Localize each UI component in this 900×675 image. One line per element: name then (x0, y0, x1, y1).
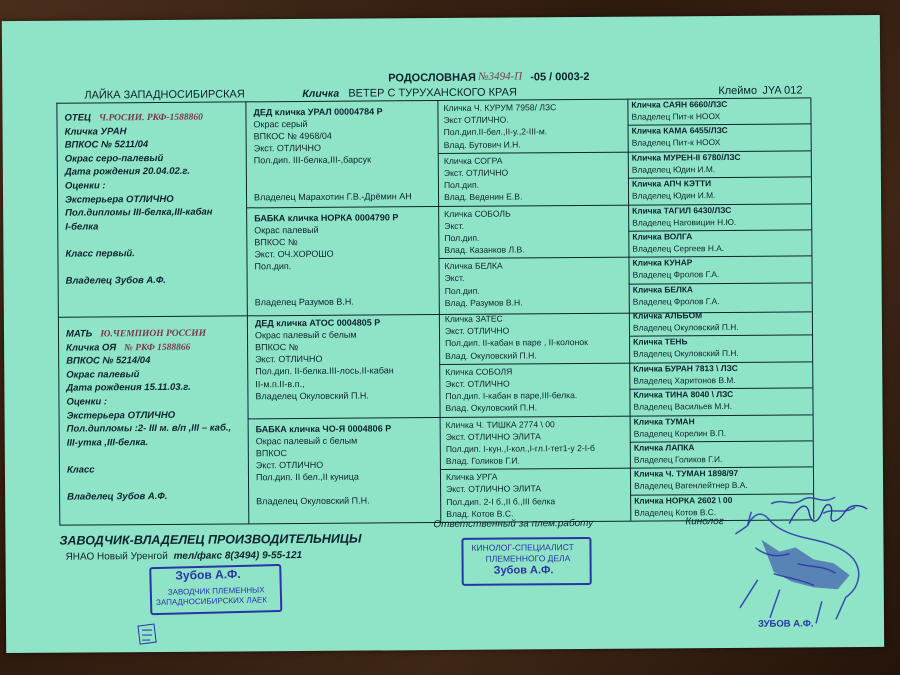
grandparent-line: ДЕД кличка АТОС 0004805 Р (254, 317, 381, 329)
great-great-grandparent-line: Кличка ТУМАН (633, 415, 695, 427)
great-great-grandparent-line: Кличка БЕЛКА (632, 283, 693, 295)
grandparent-line: II-м.п.II-в.п., (255, 378, 305, 389)
father-line: Дата рождения 20.04.02.г. (64, 166, 191, 179)
grandparent-line: Окрас серый (253, 119, 308, 130)
great-grandparent-line: Кличка БЕЛКА (444, 260, 503, 272)
kinolog-stamp-name: ЗУБОВ А.Ф. (757, 618, 814, 630)
great-grandparent-line: Кличка Ч. КУРУМ 7958/ ЛЗС (443, 102, 557, 113)
great-grandparent-line: Экст. ОТЛИЧНО (444, 325, 510, 337)
great-great-grandparent-line: Владелец Фролов Г.А. (632, 295, 720, 307)
grandparent-line: ДЕД кличка УРАЛ 00004784 Р (253, 106, 383, 118)
grandparent-line: ВПКОС № (254, 236, 298, 248)
responsible-label: Ответственный за плем.работу (433, 517, 594, 531)
grandparent-line: БАБКА кличка ЧО-Я 0004806 Р (255, 422, 392, 434)
grandparent-line: Пол.дип. III-белка,III-,барсук (253, 154, 372, 166)
mother-line: Окрас палевый (66, 368, 140, 381)
document-number: -05 / 0003-2 (530, 70, 590, 84)
great-great-grandparent-line: Кличка ТИНА 8040 \ ЛЗС (633, 389, 734, 400)
great-grandparent-line: Влад. Голиков Г.И. (445, 455, 520, 467)
grandparent-line: Экст. ОТЛИЧНО (253, 143, 322, 154)
great-great-grandparent-line: Владелец Корелин В.П. (633, 427, 727, 439)
great-great-grandparent-line: Кличка САЯН 6660/ЛЗС (631, 99, 728, 110)
father-line: Класс первый. (65, 248, 135, 260)
mother-line: Владелец Зубов А.Ф. (67, 491, 168, 503)
father-line: Кличка УРАН (64, 125, 127, 138)
great-great-grandparent-line: Владелец Пит-к НООХ (631, 137, 721, 149)
great-grandparent-line: Кличка СОБОЛЯ (445, 366, 513, 377)
father-line: Окрас серо-палевый (64, 152, 164, 165)
grandparent-line: Окрас палевый с белым (254, 329, 357, 341)
great-grandparent-line: Пол.дип. II-кабан в паре , II-колонок (445, 337, 588, 349)
great-great-grandparent-line: Владелец Котов В.С. (634, 506, 717, 518)
great-grandparent-line: Пол.дип. I-кун.,I-кол.,I-гл.I-тет1-у 2-I-б (445, 442, 595, 454)
brand: JYA 012 (762, 84, 803, 97)
grandparent-line: Владелец Марахотин Г.В.-Дрёмин АН (254, 190, 412, 203)
grandparent-line: Пол.дип. II-белка.III-лось.II-кабан (255, 365, 394, 377)
grandparent-line: Пол.дип. (254, 260, 292, 272)
great-great-grandparent-line: Владелец Наговицин Н.Ю. (632, 216, 737, 228)
great-grandparent-line: Кличка СОБОЛЬ (444, 208, 511, 219)
great-grandparent-line: Влад. Казанков Л.В. (444, 244, 525, 256)
mother-title-annotation: Ю.ЧЕМПИОН РОССИИ (100, 328, 207, 340)
grandparent-line: Экст. ОТЛИЧНО (255, 354, 323, 365)
grandparent-line: ВПКОС № (255, 342, 299, 353)
table-rule (438, 256, 811, 260)
table-rule (245, 101, 249, 523)
table-rule (439, 361, 812, 365)
mother-line: III-утка ,III-белка. (66, 436, 149, 449)
father-title-annotation: Ч.РОСИИ. РКФ-1588860 (98, 112, 203, 124)
great-grandparent-line: Пол.дип. (444, 232, 480, 243)
grandparent-line: Владелец Окуловский П.Н. (256, 495, 370, 507)
great-grandparent-line: Экст ОТЛИЧНО. (443, 114, 509, 126)
grandparent-line: Окрас палевый (254, 224, 319, 235)
stamp-line: ЗАПАДНОСИБИРСКИХ ЛАЕК (155, 595, 268, 608)
mother-line: Экстерьера ОТЛИЧНО (66, 409, 176, 422)
great-grandparent-line: Влад. Разумов В.Н. (444, 297, 523, 308)
grandparent-line: ВПКОС № 4968/04 (253, 130, 332, 142)
table-rule (438, 150, 811, 154)
table-rule (627, 99, 631, 521)
great-grandparent-line: Влад. Бутович И.Н. (443, 139, 521, 150)
mother-line: Кличка ОЯ № РКФ 1588866 (66, 341, 191, 354)
great-grandparent-line: Экст. ОТЛИЧНО ЭЛИТА (446, 483, 542, 495)
great-grandparent-line: Кличка УРГА (445, 471, 498, 483)
great-grandparent-line: Кличка СОГРА (443, 155, 503, 166)
table-rule (56, 103, 60, 525)
great-great-grandparent-line: Кличка ТЕНЬ (633, 336, 688, 348)
great-grandparent-line: Экст. (444, 220, 464, 231)
great-grandparent-line: Влад. Окуловский П.Н. (445, 349, 537, 361)
mother-line: Дата рождения 15.11.03.г. (66, 382, 191, 395)
mother-line: Класс (66, 464, 95, 476)
pedigree-document (2, 15, 884, 653)
breed: ЛАЙКА ЗАПАДНОСИБИРСКАЯ (84, 88, 245, 102)
stamp-name: Зубов А.Ф. (175, 566, 241, 583)
great-grandparent-line: Экст. ОТЛИЧНО (445, 378, 510, 389)
father-line: Владелец Зубов А.Ф. (65, 275, 166, 287)
great-great-grandparent-line: Кличка МУРЕН-II 6780/ЛЗС (631, 151, 741, 163)
stamp-line: ЗАВОДЧИК ПЛЕМЕННЫХ (167, 585, 265, 597)
great-great-grandparent-line: Кличка КУНАР (632, 257, 693, 268)
father-line: ОТЕЦ Ч.РОСИИ. РКФ-1588860 (64, 112, 203, 124)
great-great-grandparent-line: Кличка АЛЬБОМ (632, 310, 703, 321)
great-great-grandparent-line: Владелец Сергеев Н.А. (632, 242, 725, 254)
brand-label: Клеймо (718, 84, 758, 98)
grandparent-line: Окрас палевый с белым (255, 435, 358, 446)
stamp-line: КИНОЛОГ-СПЕЦИАЛИСТ (471, 542, 574, 553)
great-grandparent-line: Экст. ОТЛИЧНО (443, 167, 509, 178)
breeder-stamp (149, 564, 282, 615)
great-great-grandparent-line: Кличка БУРАН 7813 \ ЛЗС (633, 362, 738, 374)
mother-line: МАТЬ Ю.ЧЕМПИОН РОССИИ (65, 328, 207, 340)
great-grandparent-line: Влад. Котов В.С. (446, 508, 514, 519)
table-rule (440, 467, 813, 471)
grandparent-line: Владелец Окуловский П.Н. (255, 390, 369, 401)
document-title: РОДОСЛОВНАЯ (388, 71, 476, 85)
great-great-grandparent-line: Владелец Голиков Г.И. (633, 453, 723, 465)
great-grandparent-line: Пол.дип.II-бел.,II-у.,2-III-м. (443, 126, 548, 138)
grandparent-line: Экст. ОТЛИЧНО (255, 459, 324, 471)
father-line: Экстерьера ОТЛИЧНО (65, 193, 174, 206)
father-line: ВПКОС № 5211/04 (64, 139, 149, 151)
great-great-grandparent-line: Владелец Фролов Г.А. (632, 269, 720, 280)
breeder-title: ЗАВОДЧИК-ВЛАДЕЛЕЦ ПРОИЗВОДИТЕЛЬНИЦЫ (59, 531, 362, 548)
great-great-grandparent-line: Владелец Пит-к НООХ (631, 111, 721, 122)
great-grandparent-line: Пол.дип. (443, 179, 480, 191)
mother-line: ВПКОС № 5214/04 (66, 355, 151, 367)
grandparent-line: Владелец Разумов В.Н. (254, 296, 354, 308)
grandparent-line: Пол.дип. II бел.,II куница (255, 471, 359, 483)
grandparent-line: БАБКА кличка НОРКА 0004790 Р (254, 211, 399, 223)
breeder-address: ЯНАО Новый Уренгой (65, 550, 168, 563)
great-grandparent-line: Влад. Веденин Е.В. (444, 191, 523, 203)
great-grandparent-line: Влад. Окуловский П.Н. (445, 402, 538, 414)
great-grandparent-line: Кличка Ч. ТИШКА 2774 \ 00 (445, 418, 555, 430)
great-great-grandparent-line: Владелец Вагенлейтнер В.А. (634, 480, 748, 491)
grandparent-line: Экст. ОЧ.ХОРОШО (254, 248, 334, 260)
great-grandparent-line: Пол.дип. 2-I б.,II б.,III белка (446, 495, 556, 507)
great-great-grandparent-line: Кличка АПЧ КЭТТИ (631, 178, 712, 189)
great-great-grandparent-line: Владелец Юдин И.М. (631, 163, 716, 175)
mother-line: Оценки : (66, 396, 108, 408)
stamp-name: Зубов А.Ф. (493, 564, 554, 577)
grandparent-line: ВПКОС (255, 447, 287, 458)
great-great-grandparent-line: Кличка Ч. ТУМАН 1898/97 (633, 468, 739, 479)
great-great-grandparent-line: Кличка НОРКА 2602 \ 00 (634, 494, 733, 506)
great-great-grandparent-line: Владелец Окуловский П.Н. (633, 348, 739, 360)
father-line: I-белка (65, 221, 99, 233)
father-line: Пол.дипломы III-белка,III-кабан (65, 206, 213, 219)
great-grandparent-line: Пол.дип. I-кабан в паре,III-белка. (445, 390, 578, 402)
great-grandparent-line: Кличка ЗАТЕС (444, 313, 503, 324)
great-great-grandparent-line: Владелец Харитонов В.М. (633, 374, 736, 386)
document-number-handwritten: №3494-П (478, 70, 523, 83)
stamp-line: ПЛЕМЕННОГО ДЕЛА (485, 553, 571, 564)
great-grandparent-line: Экст. (444, 273, 465, 284)
great-great-grandparent-line: Кличка КАМА 6455/ЛЗС (631, 125, 728, 137)
great-great-grandparent-line: Кличка ЛАПКА (633, 442, 695, 453)
father-line: Оценки : (64, 180, 106, 192)
great-great-grandparent-line: Владелец Васильев М.Н. (633, 401, 733, 412)
mother-title-annotation: № РКФ 1588866 (124, 342, 191, 353)
mother-line: Пол.дипломы :2- III м. в/п ,III – каб., (66, 422, 232, 435)
dog-name: ВЕТЕР С ТУРУХАНСКОГО КРАЯ (348, 86, 517, 100)
kinolog-signature (785, 493, 871, 534)
great-great-grandparent-line: Владелец Окуловский П.Н. (632, 321, 739, 333)
great-great-grandparent-line: Владелец Юдин И.М. (632, 190, 716, 201)
kinolog-stamp (461, 537, 591, 586)
table-rule (437, 100, 441, 522)
table-rule (810, 97, 814, 519)
great-great-grandparent-line: Кличка ТАГИЛ 6430/ЛЗС (632, 204, 732, 216)
owner-mark (132, 620, 162, 648)
name-label: Кличка (302, 87, 340, 100)
great-grandparent-line: Пол.дип. (444, 285, 480, 296)
great-grandparent-line: Экст. ОТЛИЧНО ЭЛИТА (445, 431, 541, 442)
great-great-grandparent-line: Кличка ВОЛГА (632, 231, 693, 242)
kinolog-label: Кинолог (685, 516, 724, 528)
breeder-phone: тел/факс 8(3494) 9-55-121 (173, 549, 303, 562)
